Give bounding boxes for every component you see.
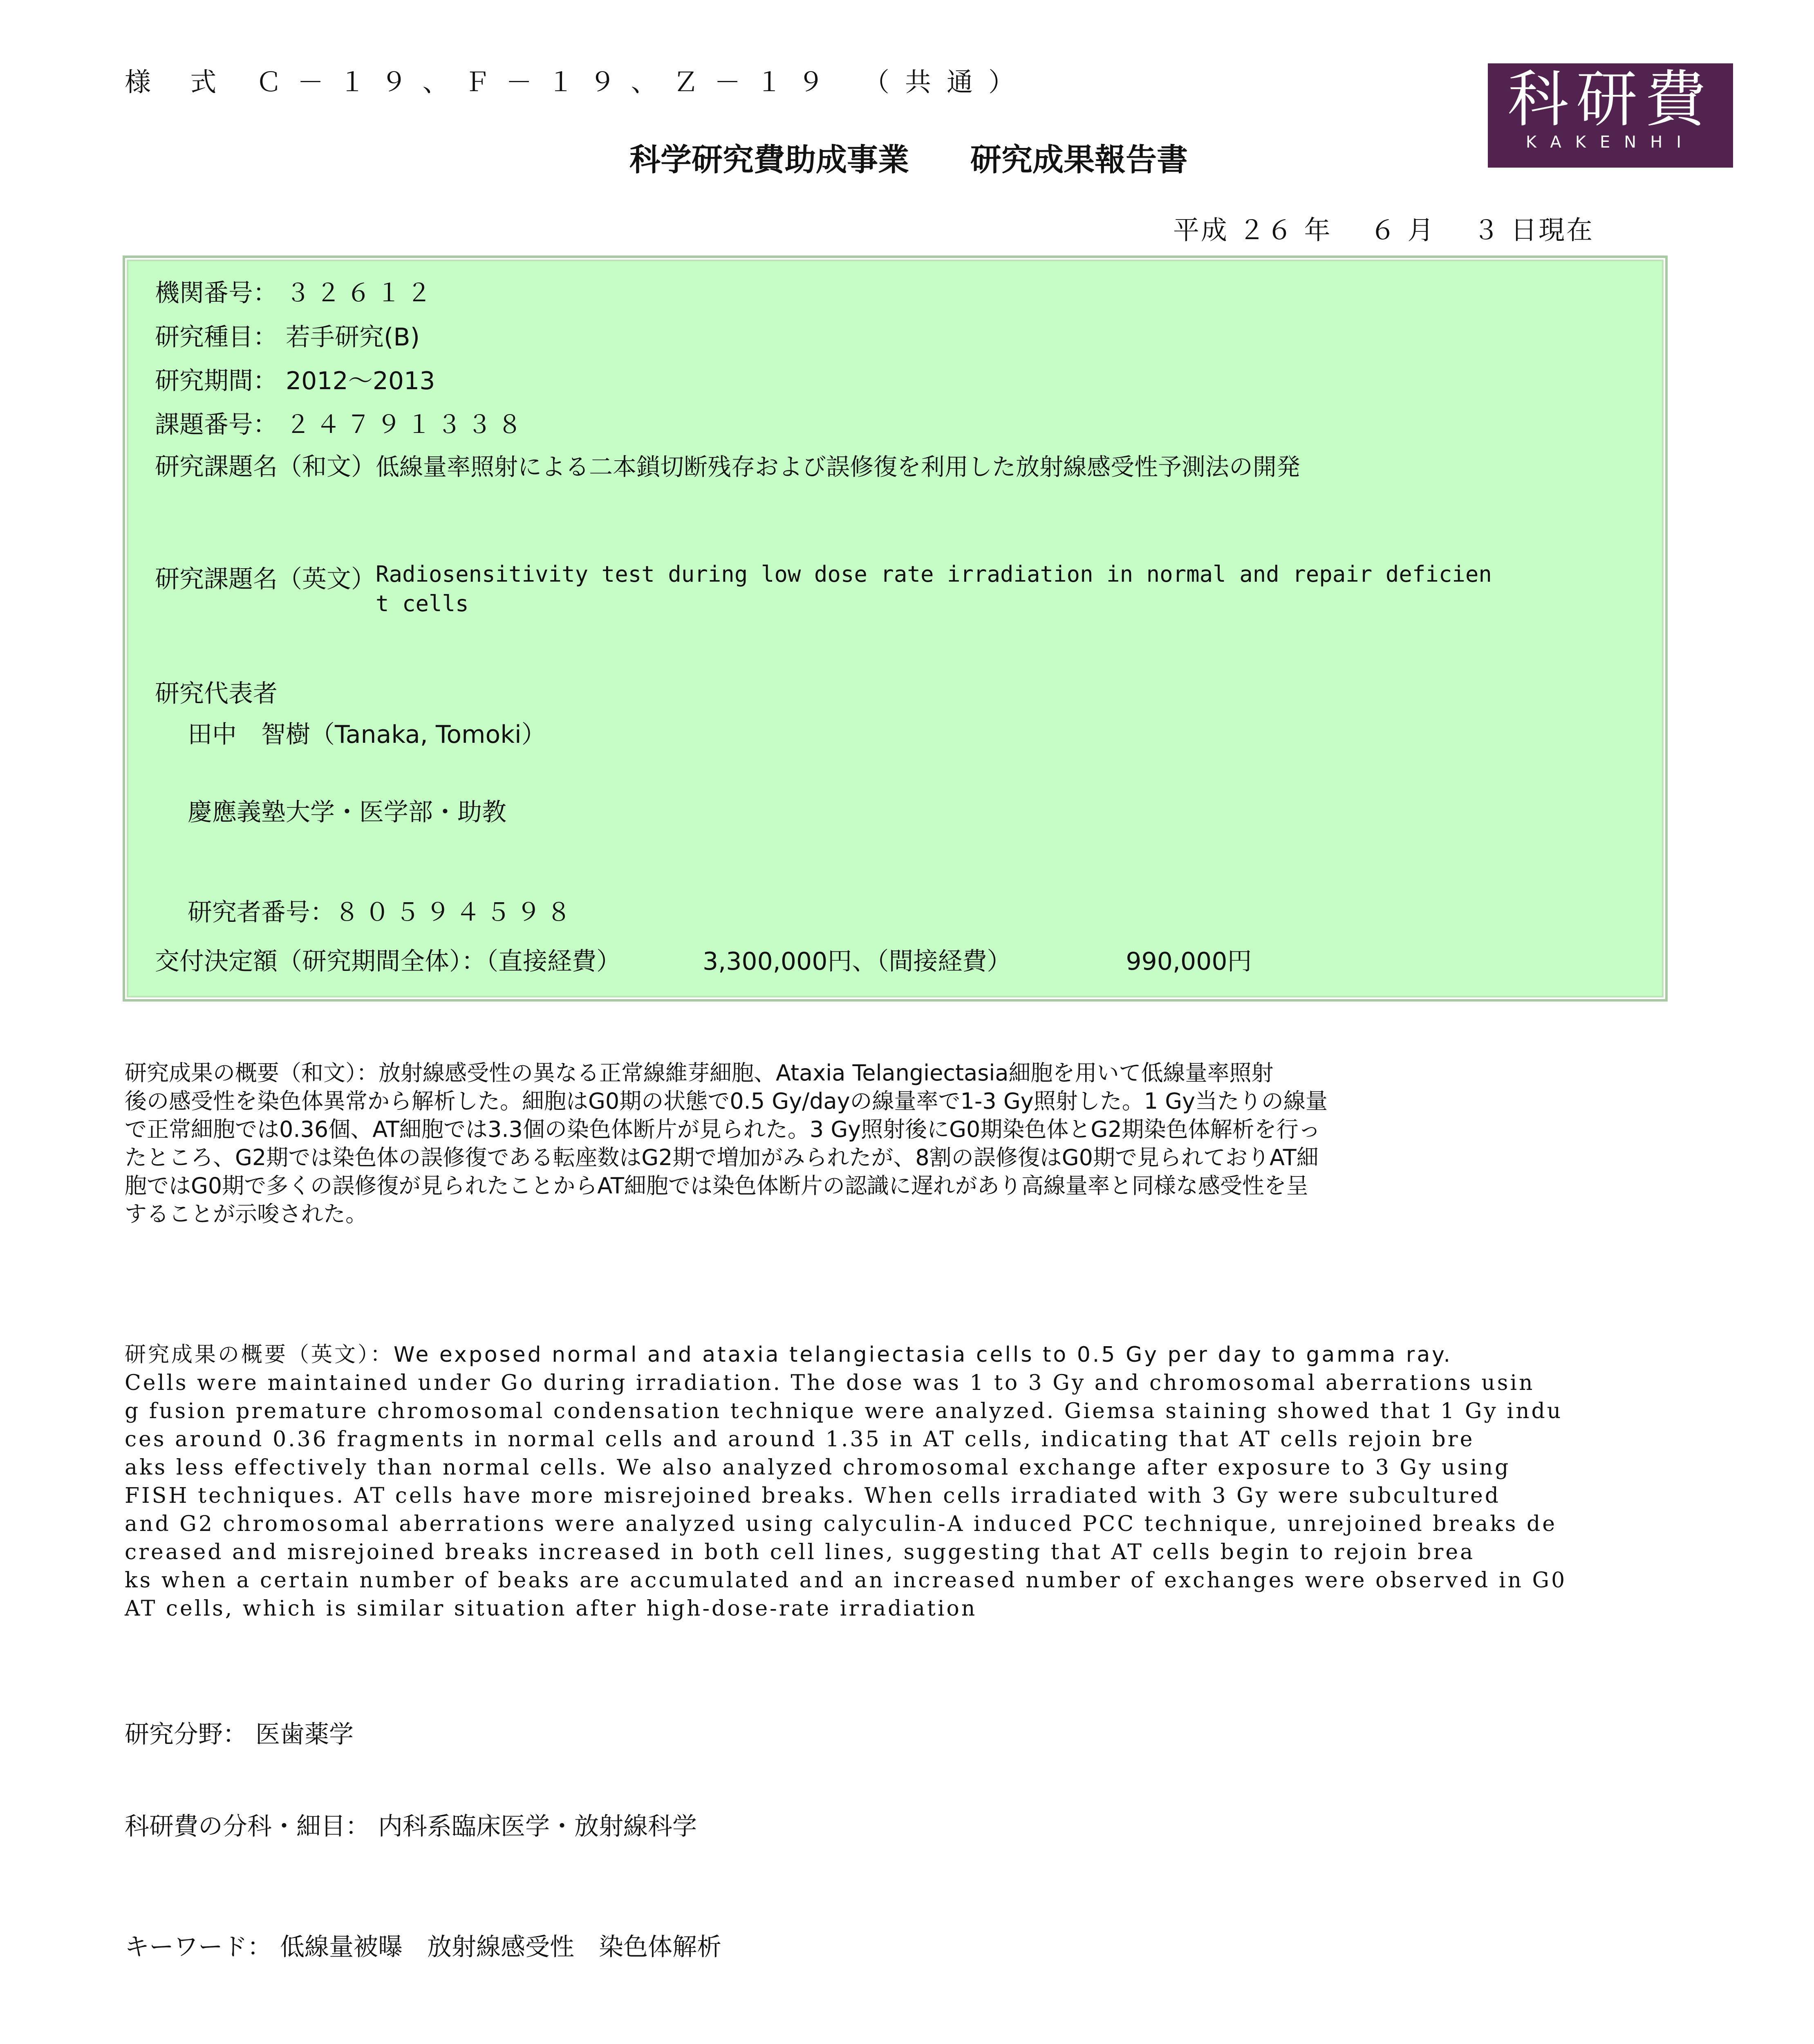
direct-cost: 3,300,000円	[703, 947, 852, 976]
researcher-number-value: ８０５９４５９８	[335, 898, 577, 927]
title-jp-value: 低線量率照射による二本鎖切断残存および誤修復を利用した放射線感受性予測法の開発	[376, 453, 1301, 481]
project-number-value: ２４７９１３３８	[286, 410, 528, 439]
project-info-box	[123, 256, 1668, 1002]
affiliation: 慶應義塾大学・医学部・助教	[188, 798, 506, 827]
summary-english	[125, 1341, 1567, 1623]
document-title	[629, 135, 1188, 179]
summary-jp-line: 胞ではG0期で多くの誤修復が見られたことからAT細胞では染色体断片の認識に遅れがあり高線量率と同様な感受性を呈	[125, 1173, 1308, 1199]
subfield-value: 内科系臨床医学・放射線科学	[378, 1812, 697, 1841]
summary-jp-line: たところ、G2期では染色体の誤修復である転座数はG2期で増加がみられたが、8割の誤修復はG0期で見られておりAT細	[125, 1145, 1319, 1170]
title-left: 科学研究費助成事業	[629, 141, 909, 178]
summary-en-line: creased and misrejoined breaks increased in both cell lines, suggesting that AT cells begin to rejoin brea	[125, 1540, 1475, 1564]
summary-jp-line: することが示唆された。	[125, 1201, 367, 1227]
representative-name: 田中 智樹（Tanaka, Tomoki）	[188, 720, 546, 749]
logo-kanji: 科研費	[1507, 64, 1713, 135]
summary-en-line: ces around 0.36 fragments in normal cells and around 1.35 in AT cells, indicating that AT cells rejoin bre	[125, 1427, 1475, 1452]
summary-jp-line: 研究成果の概要（和文）：放射線感受性の異なる正常線維芽細胞、Ataxia Telangiectasia細胞を用いて低線量率照射	[125, 1060, 1274, 1086]
category-label: 研究種目：	[155, 323, 278, 352]
representative-label: 研究代表者	[155, 679, 278, 708]
institution-value: ３２６１２	[286, 279, 437, 307]
summary-en-line: g fusion premature chromosomal condensation technique were analyzed. Giemsa staining showed that 1 Gy indu	[125, 1399, 1563, 1423]
grant-label: 交付決定額（研究期間全体）：（直接経費）	[155, 947, 621, 976]
research-field-label: 研究分野：	[125, 1720, 247, 1749]
research-field-row	[125, 1715, 354, 1750]
period-value: 2012～2013	[286, 367, 435, 395]
researcher-number-label: 研究者番号：	[188, 898, 335, 927]
form-code: 様 式 Ｃ－１９、Ｆ－１９、Ｚ－１９ （共通）	[125, 67, 1030, 98]
subfield-label: 科研費の分科・細目：	[125, 1812, 370, 1841]
summary-japanese	[125, 1059, 1328, 1228]
summary-jp-line: で正常細胞では0.36個、AT細胞では3.3個の染色体断片が見られた。3 Gy照射後にG0期染色体とG2期染色体解析を行っ	[125, 1116, 1321, 1142]
keywords-label: キーワード：	[125, 1933, 272, 1961]
subfield-row	[125, 1807, 697, 1842]
summary-en-line: ks when a certain number of beaks are accumulated and an increased number of exchanges were observed in G0	[125, 1568, 1567, 1593]
category-row	[155, 318, 420, 353]
title-jp-label: 研究課題名（和文）	[155, 453, 376, 481]
indirect-label: 、（間接経費）	[852, 947, 1012, 976]
summary-en-line: 研究成果の概要（英文）：We exposed normal and ataxia telangiectasia cells to 0.5 Gy per day to gamma ray.	[125, 1342, 1453, 1367]
kakenhi-logo	[1488, 63, 1733, 168]
keywords-row	[125, 1927, 721, 1963]
title-right: 研究成果報告書	[970, 141, 1188, 178]
project-number-row	[155, 405, 528, 440]
summary-en-line: Cells were maintained under Go during irradiation. The dose was 1 to 3 Gy and chromosomal aberrations usin	[125, 1371, 1535, 1395]
researcher-number-row	[188, 893, 577, 928]
summary-en-line: aks less effectively than normal cells. We also analyzed chromosomal exchange after exposure to 3 Gy using	[125, 1455, 1511, 1480]
indirect-cost: 990,000円	[1126, 947, 1252, 976]
period-row	[155, 361, 435, 397]
summary-en-line: and G2 chromosomal aberrations were analyzed using calyculin-A induced PCC technique, unrejoined breaks de	[125, 1512, 1557, 1536]
grant-row	[155, 942, 1252, 977]
logo-roman: KAKENHI	[1525, 133, 1695, 152]
title-en-line2: t cells	[376, 591, 469, 616]
research-field-value: 医歯薬学	[255, 1720, 354, 1749]
institution-row	[155, 273, 437, 309]
summary-jp-line: 後の感受性を染色体異常から解析した。細胞はG0期の状態で0.5 Gy/dayの線量率で1-3 Gy照射した。1 Gy当たりの線量	[125, 1088, 1328, 1114]
report-date: 平成 ２６ 年 ６ 月 ３ 日現在	[1173, 215, 1595, 246]
project-number-label: 課題番号：	[155, 410, 278, 439]
title-en-row	[155, 560, 1492, 619]
keywords-value: 低線量被曝 放射線感受性 染色体解析	[280, 1933, 721, 1961]
title-en-label: 研究課題名（英文）	[155, 565, 376, 594]
institution-label: 機関番号：	[155, 279, 278, 307]
project-info-panel	[127, 260, 1664, 997]
summary-en-line: AT cells, which is similar situation after high-dose-rate irradiation	[125, 1596, 977, 1621]
category-value: 若手研究(B)	[286, 323, 420, 352]
title-en-line1: Radiosensitivity test during low dose rate irradiation in normal and repair deficien	[376, 561, 1492, 587]
summary-en-line: FISH techniques. AT cells have more misrejoined breaks. When cells irradiated with 3 Gy were subcultured	[125, 1484, 1501, 1508]
period-label: 研究期間：	[155, 367, 278, 395]
title-jp-row	[155, 447, 1300, 482]
